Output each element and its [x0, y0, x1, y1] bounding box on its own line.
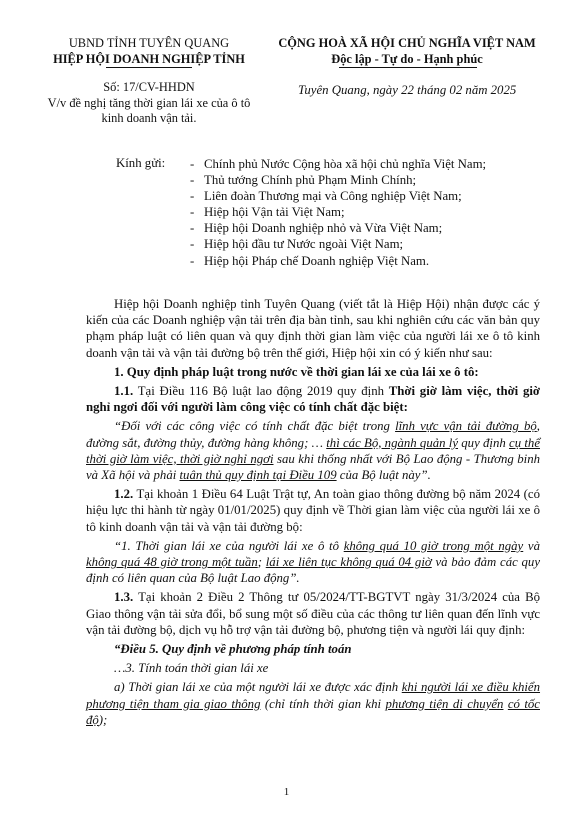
- issuer-parent: UBND TỈNH TUYÊN QUANG: [68, 36, 230, 50]
- subject-line-1: V/v đề nghị tăng thời gian lái xe của ô tô: [47, 95, 251, 110]
- intro-paragraph: Hiệp hội Doanh nghiệp tỉnh Tuyên Quang (viết tắt là Hiệp Hội) nhận được các ý kiến của các Doanh nghiệp vận tải trên địa bàn tỉnh, sau khi nghiên cứu các văn bản quy phạm pháp luật có liên quan và quy định thời gian làm việc của người lái xe ô tô kinh doanh vận tải và vận tải đường bộ trên thế giới, Hiệp hội xin có ý kiến như sau:: [86, 297, 540, 360]
- recipient-item: - Liên đoàn Thương mại và Công nghiệp Việt Nam;: [190, 189, 462, 204]
- quote-article-116: “Đối với các công việc có tính chất đặc biệt trong lĩnh vực vận tải đường bộ, đường sắt, đường thủy, đường hàng không; … thì các Bộ, ngành quản lý quy định cụ thể thời giờ làm việc, thời giờ nghỉ ngơi sau khi thống nhất với Bộ Lao động - Thương binh và Xã hội và phải tuân thủ quy định tại Điều 109 của Bộ luật này”.: [86, 419, 540, 483]
- national-motto: Độc lập - Tự do - Hạnh phúc: [331, 51, 483, 66]
- document-body: [86, 296, 540, 728]
- recipients-label: Kính gửi:: [116, 156, 166, 170]
- recipients-list: [190, 156, 486, 269]
- recipient-item: - Hiệp hội Vận tải Việt Nam;: [190, 205, 345, 220]
- paragraph-1-3: 1.3. Tại khoản 2 Điều 2 Thông tư 05/2024/TT-BGTVT ngày 31/3/2024 của Bộ Giao thông vận tải sửa đổi, bổ sung một số điều của các thông tư liên quan đến lĩnh vực vận tải đường bộ, dịch vụ hỗ trợ vận tải đường bộ, phương tiện và người lái quy định:: [86, 590, 540, 637]
- quote-clause-3: …3. Tính toán thời gian lái xe: [114, 661, 269, 676]
- national-title-block: [260, 36, 554, 67]
- section-1-heading: 1. Quy định pháp luật trong nước về thời gian lái xe của lái xe ô tô:: [114, 364, 479, 379]
- document-number: Số: 17/CV-HHDN: [103, 80, 195, 94]
- issuer-underline: [106, 67, 192, 68]
- document-meta: [35, 80, 263, 127]
- recipient-item: - Hiệp hội Doanh nghiệp nhỏ và Vừa Việt Nam;: [190, 221, 443, 236]
- date-line: Tuyên Quang, ngày 22 tháng 02 năm 2025: [298, 83, 517, 97]
- recipient-item: - Thủ tướng Chính phủ Phạm Minh Chính;: [190, 173, 417, 188]
- issuer-block: [35, 36, 263, 67]
- recipient-item: - Chính phủ Nước Cộng hòa xã hội chủ nghĩa Việt Nam;: [190, 157, 487, 171]
- country-name: CỘNG HOÀ XÃ HỘI CHỦ NGHĨA VIỆT NAM: [278, 36, 536, 50]
- subject-line-2: kinh doanh vận tải.: [101, 111, 197, 125]
- paragraph-1-1: 1.1. Tại Điều 116 Bộ luật lao động 2019 quy định Thời giờ làm việc, thời giờ nghỉ ngơi đối với người làm công việc có tính chất đặc biệt:: [86, 384, 541, 415]
- paragraph-1-2: 1.2. Tại khoản 1 Điều 64 Luật Trật tự, An toàn giao thông đường bộ năm 2024 (có hiệu lực thi hành từ ngày 01/01/2025) quy định về Thời gian làm việc của người lái xe ô tô kinh doanh vận tải và vận tải đường bộ:: [86, 487, 540, 534]
- recipient-item: - Hiệp hội đầu tư Nước ngoài Việt Nam;: [190, 237, 404, 252]
- recipient-item: - Hiệp hội Pháp chế Doanh nghiệp Việt Nam.: [190, 253, 430, 268]
- issuer-name: HIỆP HỘI DOANH NGHIỆP TỈNH: [53, 51, 245, 66]
- quote-article-64: “1. Thời gian lái xe của người lái xe ô tô không quá 10 giờ trong một ngày và không quá 48 giờ trong một tuần; lái xe liên tục không quá 04 giờ và bảo đảm các quy định có liên quan của Bộ luật Lao động”.: [86, 538, 541, 586]
- page-number: 1: [283, 786, 290, 798]
- quote-point-a: a) Thời gian lái xe của một người lái xe được xác định khi người lái xe điều khiển phương tiện tham gia giao thông (chỉ tính thời gian khi phương tiện di chuyển có tốc độ);: [86, 680, 541, 727]
- motto-underline: [339, 67, 477, 68]
- quote-article-5-heading: “Điều 5. Quy định về phương pháp tính toán: [114, 642, 352, 657]
